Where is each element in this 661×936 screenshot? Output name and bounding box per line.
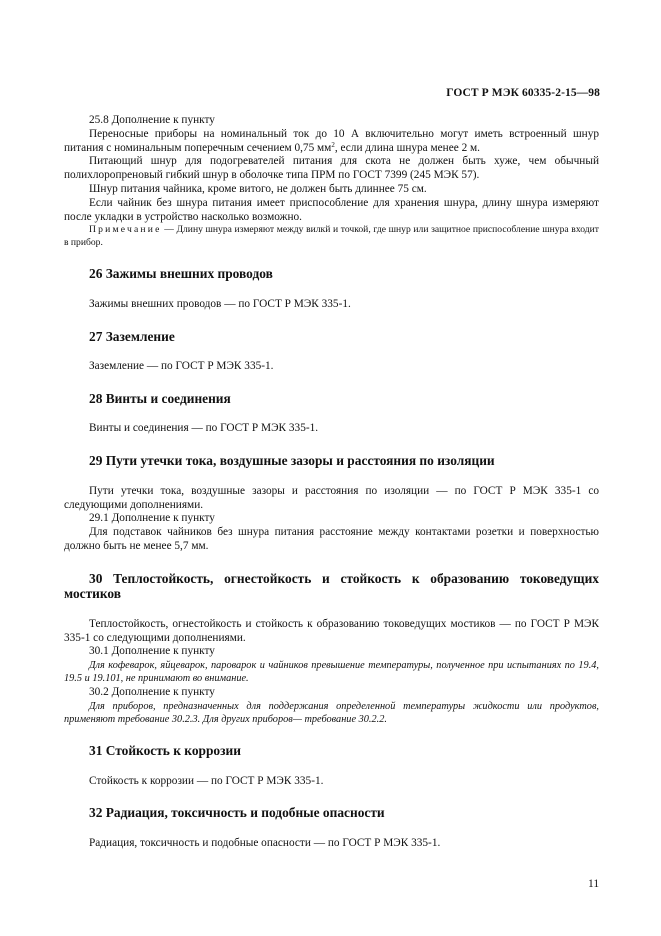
paragraph: 30.2 Дополнение к пункту <box>89 685 215 698</box>
italic-paragraph: Для приборов, предназначенных для поддержания определенной температуры жидкости или продуктов, применяют требование 30.2.3. Для других приборов— требование 30.2.2. <box>64 700 599 725</box>
section-heading: 32 Радиация, токсичность и подобные опасности <box>89 805 385 821</box>
paragraph: Для подставок чайников без шнура питания расстояние между контактами розетки и поверхностью должно быть не менее 5,7 мм. <box>64 526 599 552</box>
section-heading: 31 Стойкость к коррозии <box>89 743 241 759</box>
note-label: Примечание <box>89 224 162 236</box>
paragraph: Заземление — по ГОСТ Р МЭК 335-1. <box>89 360 274 373</box>
section-heading: 29 Пути утечки тока, воздушные зазоры и расстояния по изоляции <box>89 453 495 469</box>
document-header: ГОСТ Р МЭК 60335-2-15—98 <box>446 87 600 99</box>
section-25 <box>64 114 599 249</box>
note: Примечание — Длину шнура измеряют между вилкй и точкой, где шнур или защитное приспособление шнура входит в прибор. <box>64 224 599 248</box>
paragraph: Питающий шнур для подогревателей питания для скота не должен быть хуже, чем обычный полихлоропреновый гибкий шнур в оболочке типа ПРМ по ГОСТ 7399 (245 МЭК 57). <box>64 155 599 182</box>
paragraph: 30.1 Дополнение к пункту <box>89 645 215 658</box>
section-heading: 26 Зажимы внешних проводов <box>89 266 273 282</box>
paragraph: Шнур питания чайника, кроме витого, не должен быть длиннее 75 см. <box>89 182 427 195</box>
paragraph: Стойкость к коррозии — по ГОСТ Р МЭК 335-1. <box>89 774 324 787</box>
paragraph: 25.8 Дополнение к пункту <box>89 114 215 126</box>
paragraph: Переносные приборы на номинальный ток до 10 А включительно могут иметь встроенный шнур питания с номинальным поперечным сечением 0,75 $мм^2$, если длина шнура менее 2 м. <box>64 127 599 154</box>
paragraph: Теплостойкость, огнестойкость и стойкость к образованию токоведущих мостиков — по ГОСТ Р МЭК 335-1 со следующими дополнениями. <box>64 617 599 644</box>
paragraph: Если чайник без шнура питания имеет приспособление для хранения шнура, длину шнура измеряют после укладки в устройство насколько возможно. <box>64 196 599 223</box>
page-number: 11 <box>588 878 600 890</box>
italic-paragraph: Для кофеварок, яйцеварок, пароварок и чайников превышение температуры, полученное при испытаниях по 19.4, 19.5 и 19.101, не принимают во внимание. <box>64 660 599 685</box>
paragraph: 29.1 Дополнение к пункту <box>89 512 215 525</box>
document-body <box>64 114 599 851</box>
section-heading: 30 Теплостойкость, огнестойкость и стойкость к образованию токоведущих мостиков <box>64 570 599 602</box>
section-heading: 27 Заземление <box>89 328 175 344</box>
paragraph: Винты и соединения — по ГОСТ Р МЭК 335-1. <box>89 422 319 435</box>
section-heading: 28 Винты и соединения <box>89 390 231 406</box>
paragraph: Пути утечки тока, воздушные зазоры и расстояния по изоляции — по ГОСТ Р МЭК 335-1 со следующими дополнениями. <box>64 484 599 511</box>
paragraph: Радиация, токсичность и подобные опасности — по ГОСТ Р МЭК 335-1. <box>89 836 441 849</box>
paragraph: Зажимы внешних проводов — по ГОСТ Р МЭК 335-1. <box>89 297 351 310</box>
